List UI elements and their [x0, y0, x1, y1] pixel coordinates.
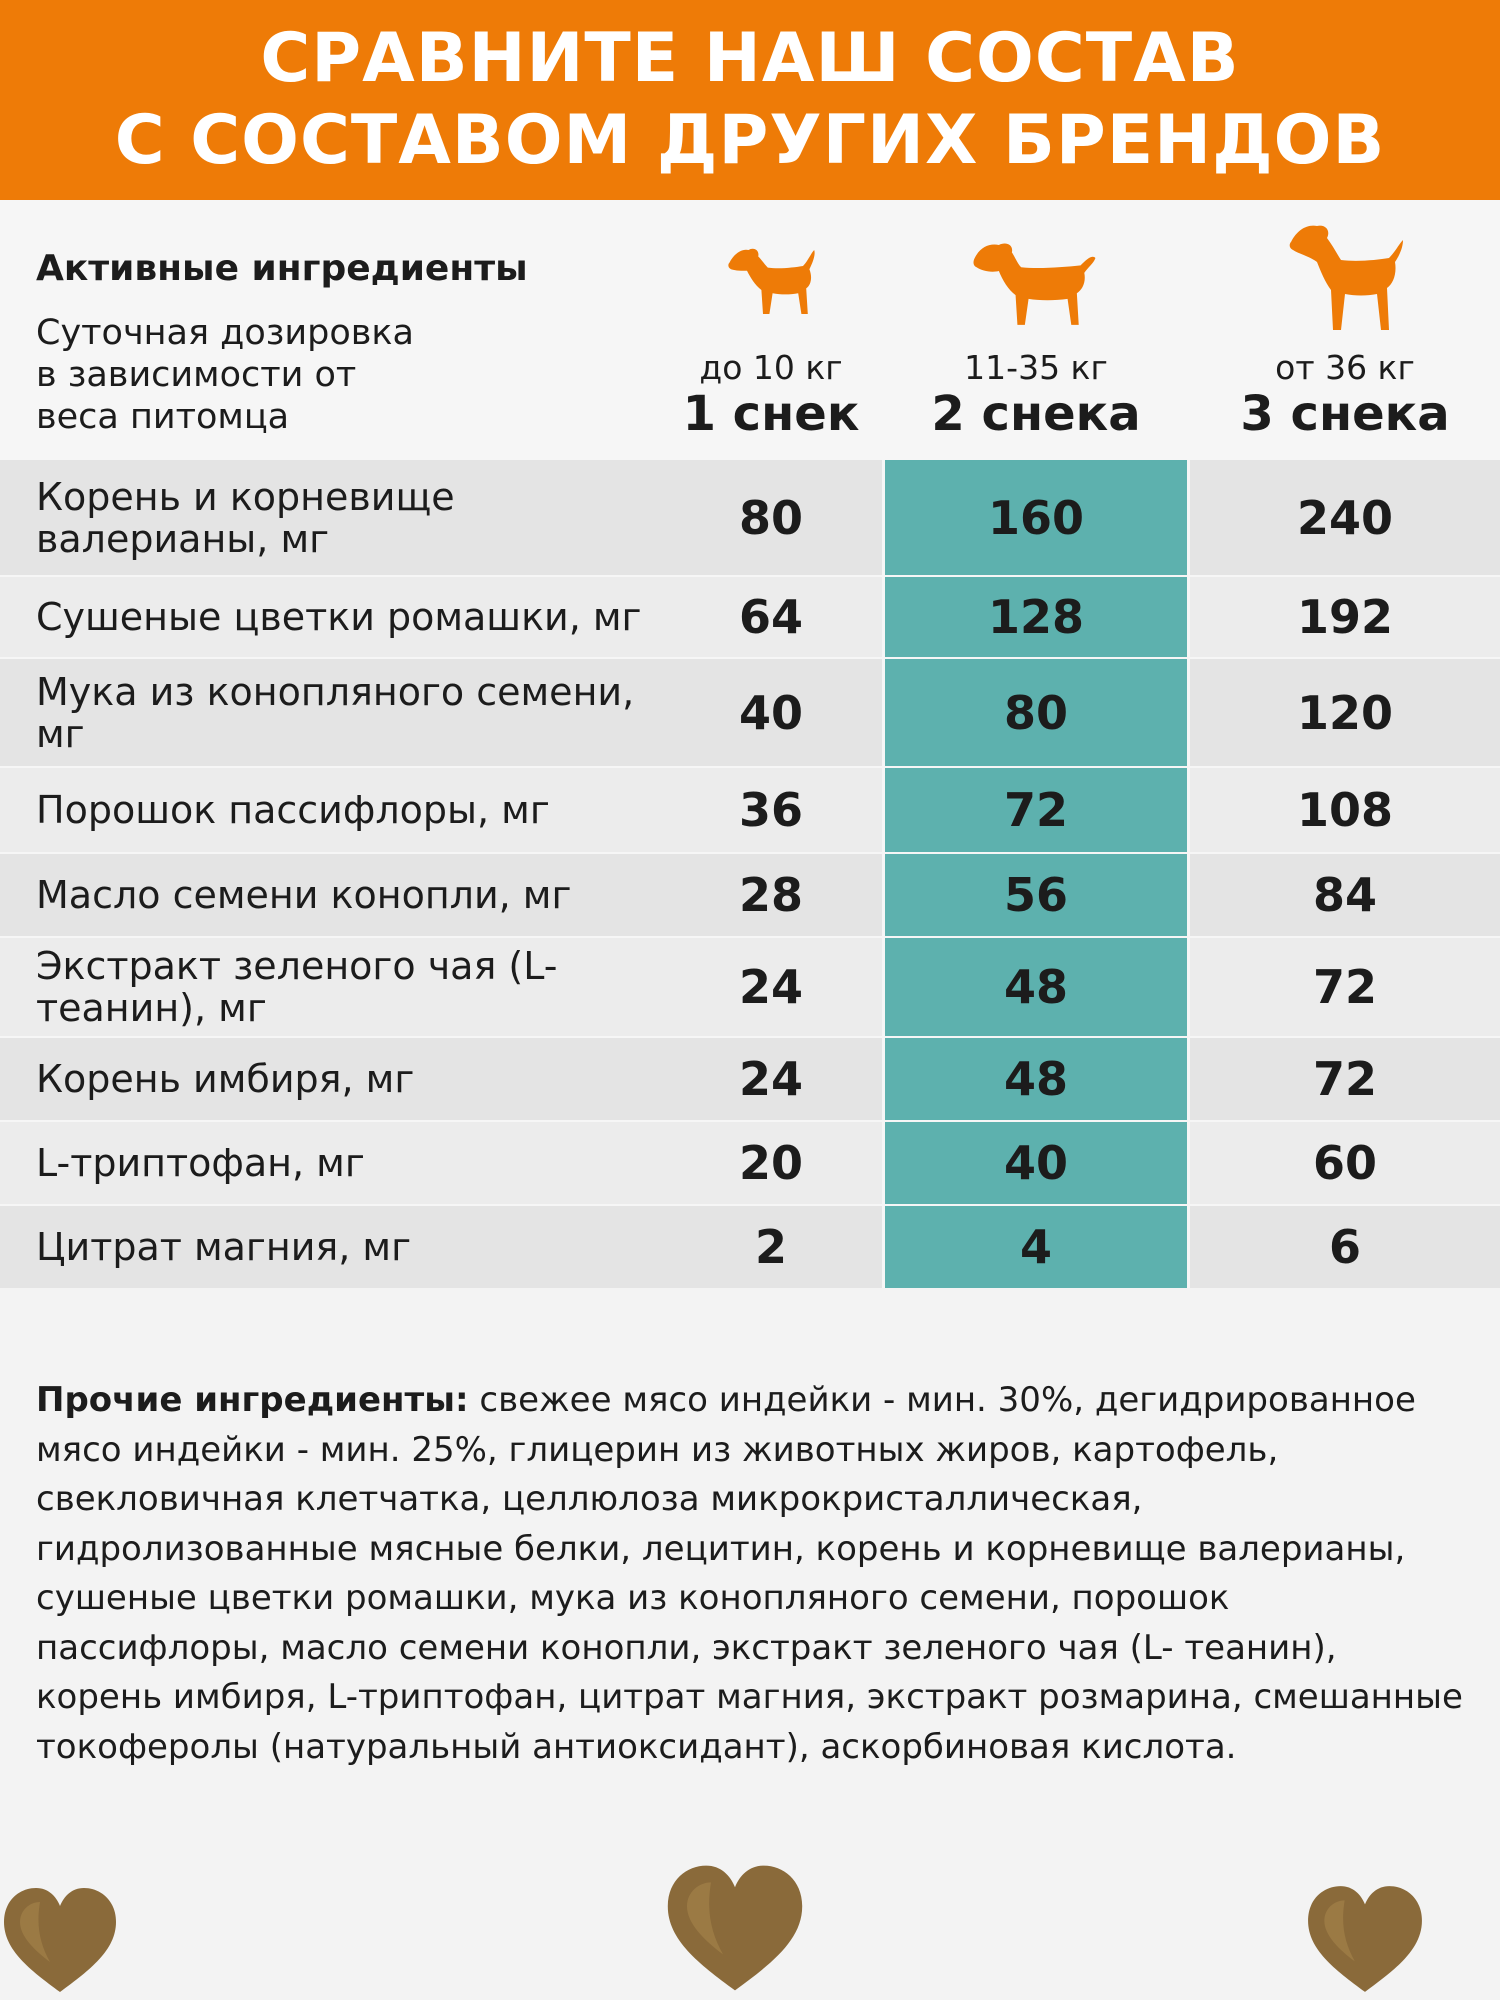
dose-large: 192	[1296, 590, 1394, 644]
dose-large: 84	[1312, 868, 1377, 922]
dose-large: 6	[1328, 1220, 1361, 1274]
subtitle-line: в зависимости от	[36, 355, 357, 395]
heart-treat-icon	[1290, 1878, 1440, 2000]
dose-medium: 48	[885, 1038, 1187, 1120]
dose-small: 24	[738, 960, 803, 1014]
table-row	[0, 1120, 1500, 1204]
small-dog-icon	[723, 242, 819, 322]
dose-large: 240	[1296, 490, 1394, 545]
dose-large: 72	[1312, 1052, 1377, 1106]
dose-medium: 4	[885, 1206, 1187, 1288]
ingredient-name: Мука из конопляного семени, мг	[36, 669, 635, 756]
column-header-medium	[885, 200, 1187, 458]
table-title: Активные ингредиенты	[36, 248, 528, 289]
dose-medium: 72	[885, 768, 1187, 852]
large-dog-icon	[1285, 222, 1405, 334]
dose-small: 40	[738, 685, 803, 740]
other-ingredients-label: Прочие ингредиенты:	[36, 1380, 469, 1420]
weight-range: от 36 кг	[1275, 348, 1415, 387]
column-header-large	[1190, 200, 1500, 458]
weight-range: 11-35 кг	[964, 348, 1108, 387]
medium-dog-icon	[971, 236, 1101, 332]
ingredient-name: Масло семени конопли, мг	[36, 873, 572, 917]
ingredient-name: Корень имбиря, мг	[36, 1057, 415, 1101]
ingredient-name: L-триптофан, мг	[36, 1141, 365, 1185]
dose-medium: 56	[885, 854, 1187, 936]
dose-large: 120	[1296, 685, 1394, 740]
dose-small: 2	[754, 1220, 787, 1274]
dose-medium: 128	[885, 577, 1187, 657]
column-divider	[1187, 200, 1190, 1288]
column-header-small	[660, 200, 882, 458]
portion-label: 3 снека	[1240, 386, 1450, 442]
table-header	[0, 200, 1500, 458]
table-row	[0, 458, 1500, 575]
table-row	[0, 1036, 1500, 1120]
ingredient-name: Сушеные цветки ромашки, мг	[36, 595, 642, 639]
header-title-line-2: С СОСТАВОМ ДРУГИХ БРЕНДОВ	[114, 101, 1386, 180]
dose-small: 28	[738, 868, 803, 922]
subtitle-line: Суточная дозировка	[36, 313, 414, 353]
column-divider	[882, 200, 885, 1288]
dose-small: 36	[738, 783, 803, 837]
other-ingredients	[36, 1376, 1466, 1772]
dose-large: 60	[1312, 1136, 1377, 1190]
ingredient-name: Экстракт зеленого чая (L-теанин), мг	[36, 944, 558, 1030]
dose-medium: 160	[885, 460, 1187, 575]
other-ingredients-text: свежее мясо индейки - мин. 30%, дегидрированное мясо индейки - мин. 25%, глицерин из животных жиров, картофель, свекловичная клетчатка, целлюлоза микрокристаллическая, гидролизованные мясные белки, лецитин, корень и корневище валерианы, сушеные цветки ромашки, мука из конопляного семени, порошок пассифлоры, масло семени конопли, экстракт зеленого чая (L- теанин), корень имбиря, L-триптофан, цитрат магния, экстракт розмарина, смешанные токоферолы (натуральный антиоксидант), аскорбиновая кислота.	[36, 1380, 1463, 1767]
dose-medium: 40	[885, 1122, 1187, 1204]
ingredient-name: Порошок пассифлоры, мг	[36, 788, 550, 832]
dose-large: 72	[1312, 960, 1377, 1014]
table-row	[0, 852, 1500, 936]
dose-small: 80	[738, 490, 803, 545]
dose-small: 20	[738, 1136, 803, 1190]
portion-label: 2 снека	[931, 386, 1141, 442]
heart-treat-icon	[0, 1880, 120, 2000]
table-row	[0, 936, 1500, 1036]
dose-medium: 48	[885, 938, 1187, 1036]
table-row	[0, 657, 1500, 766]
table-row	[0, 1204, 1500, 1288]
table-subtitle	[36, 312, 414, 438]
subtitle-line: веса питомца	[36, 397, 290, 437]
dose-large: 108	[1296, 783, 1394, 837]
table-row	[0, 766, 1500, 852]
table-row	[0, 575, 1500, 657]
ingredient-name: Цитрат магния, мг	[36, 1225, 412, 1269]
header-title-line-1: СРАВНИТЕ НАШ СОСТАВ	[260, 19, 1240, 98]
weight-range: до 10 кг	[699, 348, 843, 387]
heart-treat-icon	[660, 1856, 810, 2000]
dose-medium: 80	[885, 659, 1187, 766]
ingredient-name: Корень и корневище валерианы, мг	[36, 474, 455, 561]
portion-label: 1 снек	[682, 386, 860, 442]
dose-small: 64	[738, 590, 803, 644]
header-banner	[0, 0, 1500, 200]
dose-small: 24	[738, 1052, 803, 1106]
